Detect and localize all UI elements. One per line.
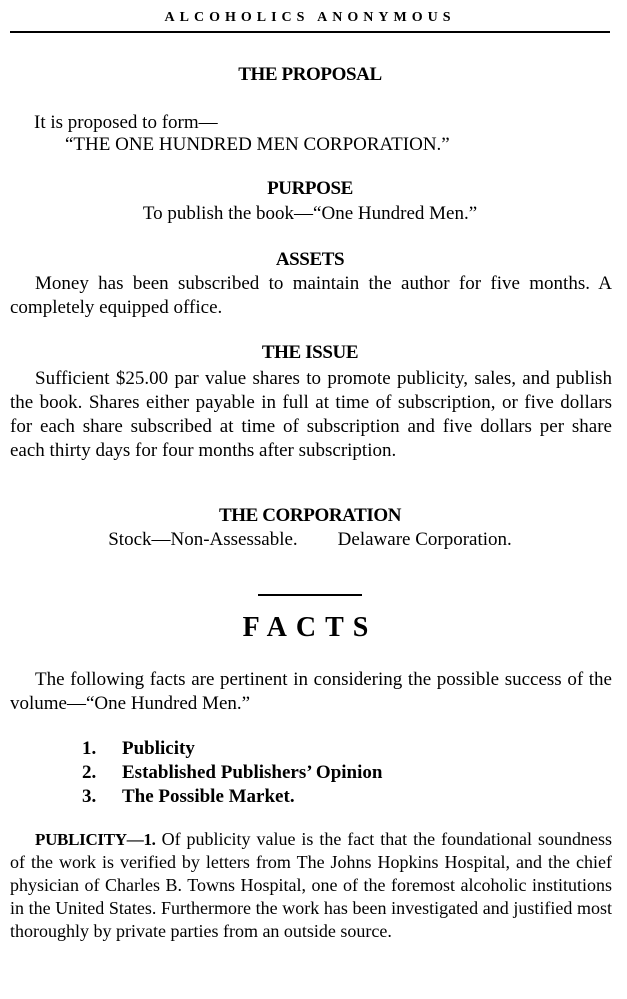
publicity-text: Of publicity value is the fact that the foundational soundness of the work is verified by letters from The Johns Hopkins Hospital, and the chief physician of Charles B. Towns Hospital, one of the foremost alcoholic institutions in the United States. Furthermore the work has been investigated and justified most thoroughly by private parties from an outside source. xyxy=(10,829,612,941)
list-item-number: 3. xyxy=(82,786,97,807)
facts-title: FACTS xyxy=(242,612,378,643)
list-item-number: 2. xyxy=(82,762,97,783)
facts-list xyxy=(82,737,382,809)
list-item xyxy=(82,737,382,761)
proposal-heading: THE PROPOSAL xyxy=(238,64,382,85)
list-item xyxy=(82,761,382,785)
corporation-heading: THE CORPORATION xyxy=(218,505,402,526)
corporation-details xyxy=(10,529,610,551)
assets-text: Money has been subscribed to maintain the author for five months. A completely equipped office. xyxy=(10,273,612,318)
list-item-number: 1. xyxy=(82,738,97,759)
facts-intro: The following facts are pertinent in considering the possible success of the volume—“One Hundred Men.” xyxy=(10,669,612,714)
list-item-label: The Possible Market. xyxy=(122,786,295,807)
corporation-state: Delaware Corporation. xyxy=(337,529,512,550)
corporation-name: “THE ONE HUNDRED MEN CORPORATION.” xyxy=(65,134,450,155)
list-item-label: Publicity xyxy=(122,738,195,759)
issue-text: Sufficient $25.00 par value shares to promote publicity, sales, and publish the book. Shares either payable in full at time of subscription, or five dollars for each share subscribed at time of subscription and five dollars per share each thirty days for four months after subscription. xyxy=(10,368,612,461)
list-item xyxy=(82,785,382,809)
publicity-run-in: PUBLICITY—1. xyxy=(35,830,156,849)
section-divider xyxy=(258,594,362,596)
header-rule xyxy=(10,31,610,33)
running-head: ALCOHOLICS ANONYMOUS xyxy=(164,10,456,25)
publicity-paragraph xyxy=(10,828,612,943)
list-item-label: Established Publishers’ Opinion xyxy=(122,762,383,783)
assets-heading: ASSETS xyxy=(275,249,345,270)
purpose-heading: PURPOSE xyxy=(267,178,353,199)
corporation-stock: Stock—Non-Assessable. xyxy=(108,529,298,550)
proposal-intro: It is proposed to form— xyxy=(34,112,218,133)
purpose-text: To publish the book—“One Hundred Men.” xyxy=(142,203,478,224)
issue-heading: THE ISSUE xyxy=(261,342,359,363)
